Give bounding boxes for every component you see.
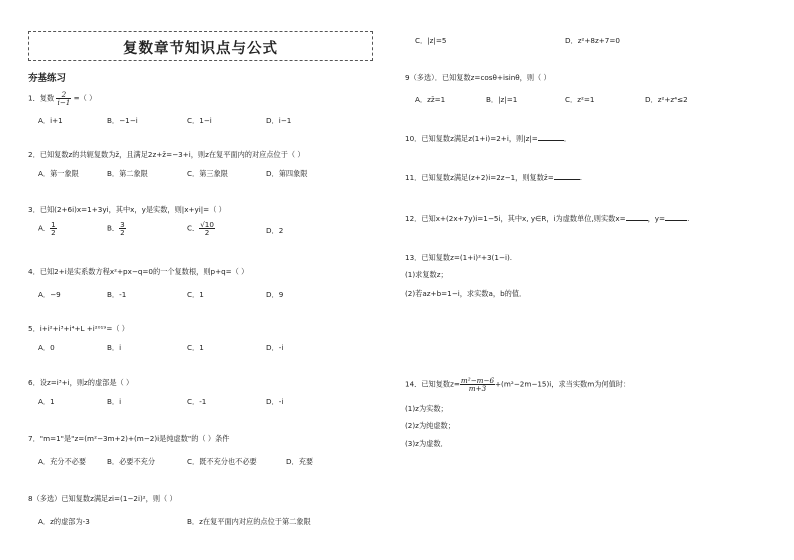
- q1-option-d: D．i−1: [266, 116, 292, 125]
- q3-option-b: [107, 221, 126, 236]
- q1-stem: 1．复数: [28, 93, 55, 103]
- q5-option-b: B．i: [107, 343, 122, 352]
- q1-tail: =（ ）: [73, 93, 97, 103]
- q8-option-d: D．z²+8z+7=0: [565, 36, 620, 45]
- q11-stem: 11．已知复数z满足(z+2)i=2z−1，则复数z̄=: [405, 173, 554, 182]
- q12-stem: 12．已知x+(2x+7y)i=1−5i，其中x, y∈R，i为虚数单位,则实数x=: [405, 214, 626, 223]
- question-5: 5．i+i²+i³+i⁴+L +i²⁰¹⁹=（ ）: [28, 324, 129, 333]
- q3-a-den: 2: [51, 228, 56, 238]
- question-6: 6．设z=i³+i，则z的虚部是（ ）: [28, 378, 134, 387]
- q14-part-2: (2)z为纯虚数；: [405, 421, 455, 430]
- page-title: 复数章节知识点与公式: [123, 41, 278, 57]
- q3-option-a: [38, 221, 57, 236]
- q2-option-b: B．第二象限: [107, 169, 148, 178]
- q14-numerator: m²−m−6: [460, 376, 495, 385]
- q8-option-b: B．z在复平面内对应的点位于第二象限: [187, 517, 311, 526]
- q3-a-label: A．: [38, 223, 51, 233]
- q14-part-1: (1)z为实数；: [405, 404, 448, 413]
- q3-b-den: 2: [120, 228, 125, 238]
- q6-option-c: C．-1: [187, 397, 207, 406]
- question-14: [405, 377, 630, 392]
- q3-c-fraction: [199, 221, 215, 236]
- q3-b-fraction: [119, 221, 126, 236]
- q10-stem: 10．已知复数z满足z(1+i)=2+i，则|z|=: [405, 134, 538, 143]
- question-10: [405, 134, 571, 144]
- q3-c-label: C．: [187, 223, 200, 233]
- question-2: 2．已知复数z的共轭复数为z̄，且满足2z+z̄=−3+i，则z在复平面内的对应点位于（ ）: [28, 150, 305, 159]
- q1-option-c: C．1−i: [187, 116, 212, 125]
- title-box: [28, 31, 373, 61]
- q2-option-d: D．第四象限: [266, 169, 308, 178]
- q3-a-num: 1: [51, 220, 56, 229]
- q4-option-b: B．-1: [107, 290, 127, 299]
- q4-option-a: A．−9: [38, 290, 61, 299]
- q1-option-b: B．−1−i: [107, 116, 138, 125]
- question-3: 3．已知(2+6i)x=1+3yi，其中x，y是实数，则|x+yi|=（ ）: [28, 205, 226, 214]
- q4-option-c: C．1: [187, 290, 204, 299]
- q11-answer-blank[interactable]: [554, 173, 583, 182]
- q7-option-c: C．既不充分也不必要: [187, 457, 257, 466]
- q7-option-a: A．充分不必要: [38, 457, 87, 466]
- section-heading: 夯基练习: [28, 73, 67, 84]
- q8-option-c: C．|z|=5: [415, 36, 447, 45]
- q9-option-d: D．z²+z⁴≤2: [645, 95, 688, 104]
- q7-option-d: D．充要: [286, 457, 314, 466]
- question-7: 7．"m=1"是"z=(m²−3m+2)+(m−2)i是纯虚数"的（ ）条件: [28, 434, 230, 443]
- q6-option-a: A．1: [38, 397, 55, 406]
- q1-option-a: A．i+1: [38, 116, 63, 125]
- question-9: 9（多选）．已知复数z=cosθ+isinθ，则（ ）: [405, 73, 551, 82]
- q3-a-fraction: [50, 221, 57, 236]
- q12-mid: ，y=: [647, 214, 666, 223]
- q3-b-label: B．: [107, 223, 120, 233]
- question-1: [28, 91, 96, 106]
- q1-denominator: i−1: [57, 98, 71, 108]
- q2-option-a: A．第一象限: [38, 169, 79, 178]
- q14-part-3: (3)z为虚数．: [405, 439, 448, 448]
- q9-option-a: A．zz̄=1: [415, 95, 446, 104]
- q3-option-c: [187, 221, 215, 236]
- q3-c-den: 2: [199, 228, 215, 236]
- q10-tail: ．: [563, 134, 572, 143]
- question-13: 13．已知复数z=(1+i)²+3(1−i).: [405, 253, 513, 262]
- q7-option-b: B．必要不充分: [107, 457, 156, 466]
- question-11: [405, 173, 582, 183]
- q3-option-d: D．2: [266, 226, 284, 235]
- question-4: 4．已知2+i是实系数方程x²+px−q=0的一个复数根，则p+q=（ ）: [28, 267, 249, 276]
- q14-stem-pre: 14．已知复数z=: [405, 379, 460, 389]
- q5-option-a: A．0: [38, 343, 55, 352]
- q14-fraction: [460, 377, 495, 392]
- q8-option-a: A．z的虚部为-3: [38, 517, 90, 526]
- q14-denominator: m+3: [460, 384, 495, 392]
- q13-part-1: (1)求复数z；: [405, 270, 448, 279]
- q9-option-c: C．z²=1: [565, 95, 595, 104]
- q3-c-num: √10: [200, 220, 214, 229]
- q11-tail: .: [579, 173, 583, 182]
- q2-option-c: C．第三象限: [187, 169, 228, 178]
- q10-answer-blank[interactable]: [538, 134, 564, 141]
- q9-option-b: B．|z|=1: [486, 95, 518, 104]
- question-8: 8（多选）已知复数z满足zi=(1−2i)²，则（ ）: [28, 494, 177, 503]
- q13-part-2: (2)若az+b=1−i，求实数a，b的值．: [405, 289, 527, 298]
- q3-b-num: 3: [120, 220, 125, 229]
- q5-option-c: C．1: [187, 343, 204, 352]
- q4-option-d: D．9: [266, 290, 284, 299]
- q12-tail: .: [687, 214, 690, 223]
- q12-x-blank[interactable]: [626, 214, 648, 221]
- q1-fraction: [56, 91, 71, 106]
- q5-option-d: D．-i: [266, 343, 284, 352]
- q12-y-blank[interactable]: [665, 214, 690, 223]
- q1-numerator: 2: [61, 90, 67, 99]
- q6-option-b: B．i: [107, 397, 122, 406]
- question-12: [405, 214, 689, 224]
- q14-stem-post: +(m²−2m−15)i，求当实数m为何值时：: [495, 379, 631, 389]
- q6-option-d: D．-i: [266, 397, 284, 406]
